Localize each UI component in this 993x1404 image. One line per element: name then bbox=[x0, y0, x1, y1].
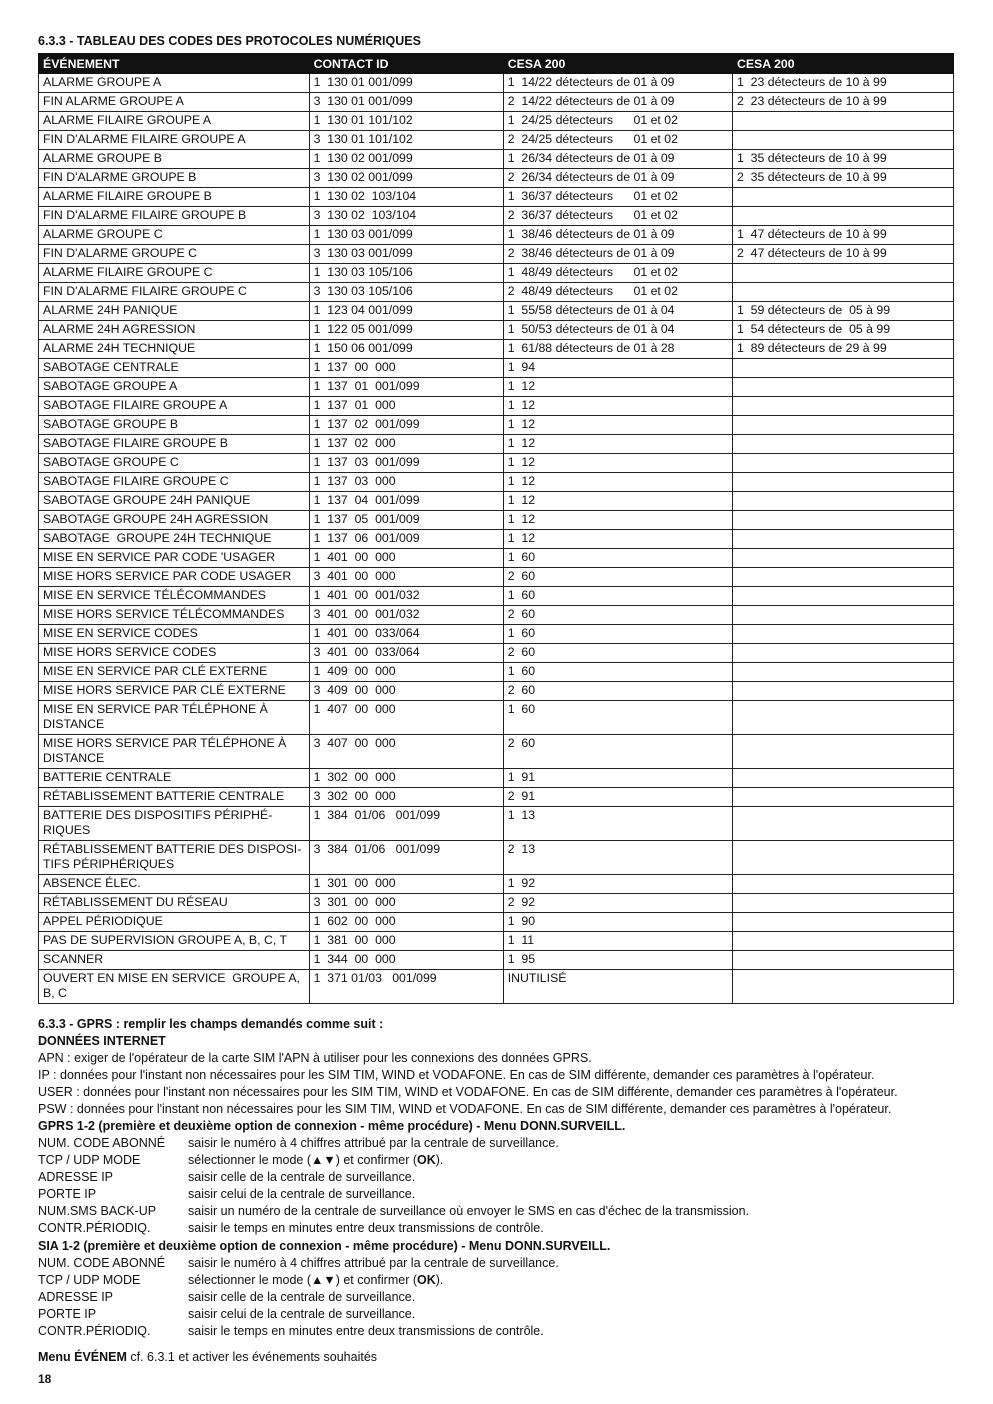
cesa-200-b-cell bbox=[732, 951, 953, 970]
event-cell: MISE HORS SERVICE PAR CLÉ EXTERNE bbox=[39, 682, 310, 701]
cesa-200-a-cell: 1 90 bbox=[503, 913, 732, 932]
cesa-200-a-cell: 1 38/46 détecteurs de 01 à 09 bbox=[503, 226, 732, 245]
event-cell: SABOTAGE GROUPE B bbox=[39, 416, 310, 435]
table-row bbox=[39, 807, 954, 841]
table-row bbox=[39, 264, 954, 283]
gprs-line: USER : données pour l'instant non nécessaires pour les SIM TIM, WIND et VODAFONE. En cas de SIM différente, demander ces paramètres à l'opérateur. bbox=[38, 1085, 898, 1099]
contact-id-cell: 1 407 00 000 bbox=[309, 701, 503, 735]
cesa-200-a-cell: 1 60 bbox=[503, 663, 732, 682]
cesa-200-b-cell bbox=[732, 568, 953, 587]
page-number: 18 bbox=[38, 1372, 52, 1386]
column-header-cesa-200-a: CESA 200 bbox=[503, 54, 732, 74]
table-row bbox=[39, 131, 954, 150]
cesa-200-a-cell: 1 50/53 détecteurs de 01 à 04 bbox=[503, 321, 732, 340]
sia12-list bbox=[38, 1255, 955, 1340]
table-title: 6.3.3 - TABLEAU DES CODES DES PROTOCOLES NUMÉRIQUES bbox=[38, 34, 421, 48]
table-row bbox=[39, 416, 954, 435]
event-cell: SABOTAGE GROUPE 24H PANIQUE bbox=[39, 492, 310, 511]
cesa-200-a-cell: 2 60 bbox=[503, 568, 732, 587]
cesa-200-b-cell bbox=[732, 359, 953, 378]
cesa-200-a-cell: 2 14/22 détecteurs de 01 à 09 bbox=[503, 93, 732, 112]
cesa-200-b-cell bbox=[732, 530, 953, 549]
cesa-200-a-cell: 1 91 bbox=[503, 769, 732, 788]
event-cell: OUVERT EN MISE EN SERVICE GROUPE A, B, C bbox=[39, 970, 310, 1004]
event-cell: SABOTAGE FILAIRE GROUPE C bbox=[39, 473, 310, 492]
setting-row bbox=[38, 1272, 955, 1289]
setting-key: ADRESSE IP bbox=[38, 1170, 114, 1184]
menu-evenem-text: cf. 6.3.1 et activer les événements souhaités bbox=[126, 1350, 378, 1364]
table-row bbox=[39, 894, 954, 913]
cesa-200-a-cell: 2 60 bbox=[503, 606, 732, 625]
cesa-200-a-cell: 1 12 bbox=[503, 530, 732, 549]
cesa-200-b-cell bbox=[732, 625, 953, 644]
cesa-200-a-cell: 2 48/49 détecteurs 01 et 02 bbox=[503, 283, 732, 302]
event-cell: ALARME FILAIRE GROUPE A bbox=[39, 112, 310, 131]
contact-id-cell: 1 122 05 001/099 bbox=[309, 321, 503, 340]
contact-id-cell: 1 123 04 001/099 bbox=[309, 302, 503, 321]
table-row bbox=[39, 188, 954, 207]
document-page bbox=[38, 34, 955, 1364]
table-row bbox=[39, 283, 954, 302]
event-cell: MISE EN SERVICE PAR CLÉ EXTERNE bbox=[39, 663, 310, 682]
setting-row bbox=[38, 1255, 955, 1272]
table-row bbox=[39, 841, 954, 875]
setting-key: TCP / UDP MODE bbox=[38, 1273, 141, 1287]
table-row bbox=[39, 587, 954, 606]
table-row bbox=[39, 112, 954, 131]
cesa-200-b-cell bbox=[732, 913, 953, 932]
cesa-200-a-cell: 2 36/37 détecteurs 01 et 02 bbox=[503, 207, 732, 226]
cesa-200-b-cell bbox=[732, 788, 953, 807]
cesa-200-a-cell: 1 12 bbox=[503, 492, 732, 511]
gprs-line: PSW : données pour l'instant non nécessaires pour les SIM TIM, WIND et VODAFONE. En cas de SIM différente, demander ces paramètres à l'opérateur. bbox=[38, 1102, 892, 1116]
setting-key: NUM.SMS BACK-UP bbox=[38, 1204, 157, 1218]
event-cell: SABOTAGE GROUPE A bbox=[39, 378, 310, 397]
cesa-200-a-cell: 1 13 bbox=[503, 807, 732, 841]
cesa-200-b-cell bbox=[732, 735, 953, 769]
table-row bbox=[39, 169, 954, 188]
setting-description: saisir celui de la centrale de surveillance. bbox=[188, 1187, 416, 1201]
cesa-200-a-cell: 2 60 bbox=[503, 735, 732, 769]
cesa-200-b-cell: 1 23 détecteurs de 10 à 99 bbox=[732, 74, 953, 93]
cesa-200-a-cell: 1 11 bbox=[503, 932, 732, 951]
event-cell: ALARME 24H PANIQUE bbox=[39, 302, 310, 321]
cesa-200-b-cell bbox=[732, 207, 953, 226]
protocol-codes-table bbox=[38, 53, 954, 1004]
cesa-200-a-cell: 1 14/22 détecteurs de 01 à 09 bbox=[503, 74, 732, 93]
table-row bbox=[39, 226, 954, 245]
contact-id-cell: 1 150 06 001/099 bbox=[309, 340, 503, 359]
event-cell: SABOTAGE GROUPE 24H AGRESSION bbox=[39, 511, 310, 530]
setting-description: sélectionner le mode (▲▼) et confirmer (OK). bbox=[188, 1273, 444, 1287]
table-row bbox=[39, 492, 954, 511]
cesa-200-a-cell: 1 12 bbox=[503, 416, 732, 435]
table-row bbox=[39, 150, 954, 169]
contact-id-cell: 1 130 02 001/099 bbox=[309, 150, 503, 169]
cesa-200-b-cell: 1 59 détecteurs de 05 à 99 bbox=[732, 302, 953, 321]
cesa-200-a-cell: 1 12 bbox=[503, 435, 732, 454]
table-row bbox=[39, 549, 954, 568]
event-cell: MISE EN SERVICE TÉLÉCOMMANDES bbox=[39, 587, 310, 606]
contact-id-cell: 1 137 01 000 bbox=[309, 397, 503, 416]
setting-description: saisir le temps en minutes entre deux transmissions de contrôle. bbox=[188, 1324, 544, 1338]
gprs12-title: GPRS 1-2 (première et deuxième option de connexion - même procédure) - Menu DONN.SURVEILL. bbox=[38, 1119, 626, 1133]
event-cell: BATTERIE DES DISPOSITIFS PÉRIPHÉ-RIQUES bbox=[39, 807, 310, 841]
event-cell: SABOTAGE FILAIRE GROUPE B bbox=[39, 435, 310, 454]
setting-key: NUM. CODE ABONNÉ bbox=[38, 1256, 166, 1270]
event-cell: SABOTAGE GROUPE 24H TECHNIQUE bbox=[39, 530, 310, 549]
event-cell: MISE HORS SERVICE CODES bbox=[39, 644, 310, 663]
event-cell: ALARME 24H TECHNIQUE bbox=[39, 340, 310, 359]
cesa-200-a-cell: 2 24/25 détecteurs 01 et 02 bbox=[503, 131, 732, 150]
contact-id-cell: 3 409 00 000 bbox=[309, 682, 503, 701]
cesa-200-a-cell: 1 36/37 détecteurs 01 et 02 bbox=[503, 188, 732, 207]
menu-evenem-label: Menu ÉVÉNEM bbox=[38, 1350, 127, 1364]
gprs-subtitle: DONNÉES INTERNET bbox=[38, 1034, 166, 1048]
table-row bbox=[39, 397, 954, 416]
cesa-200-a-cell: 1 61/88 détecteurs de 01 à 28 bbox=[503, 340, 732, 359]
contact-id-cell: 1 302 00 000 bbox=[309, 769, 503, 788]
contact-id-cell: 1 137 05 001/009 bbox=[309, 511, 503, 530]
gprs-line: IP : données pour l'instant non nécessaires pour les SIM TIM, WIND et VODAFONE. En cas de SIM différente, demander ces paramètres à l'opérateur. bbox=[38, 1068, 875, 1082]
event-cell: FIN D'ALARME FILAIRE GROUPE C bbox=[39, 283, 310, 302]
table-row bbox=[39, 340, 954, 359]
cesa-200-a-cell: INUTILISÉ bbox=[503, 970, 732, 1004]
table-row bbox=[39, 913, 954, 932]
column-header-cesa-200-b: CESA 200 bbox=[732, 54, 953, 74]
cesa-200-a-cell: 1 60 bbox=[503, 701, 732, 735]
cesa-200-b-cell bbox=[732, 492, 953, 511]
event-cell: MISE HORS SERVICE TÉLÉCOMMANDES bbox=[39, 606, 310, 625]
event-cell: SABOTAGE GROUPE C bbox=[39, 454, 310, 473]
contact-id-cell: 1 371 01/03 001/099 bbox=[309, 970, 503, 1004]
contact-id-cell: 3 130 03 105/106 bbox=[309, 283, 503, 302]
contact-id-cell: 1 401 00 001/032 bbox=[309, 587, 503, 606]
cesa-200-b-cell bbox=[732, 435, 953, 454]
cesa-200-a-cell: 1 60 bbox=[503, 549, 732, 568]
event-cell: BATTERIE CENTRALE bbox=[39, 769, 310, 788]
gprs-line: APN : exiger de l'opérateur de la carte SIM l'APN à utiliser pour les connexions des données GPRS. bbox=[38, 1051, 592, 1065]
table-row bbox=[39, 435, 954, 454]
contact-id-cell: 3 384 01/06 001/099 bbox=[309, 841, 503, 875]
gprs12-list bbox=[38, 1135, 955, 1237]
contact-id-cell: 1 344 00 000 bbox=[309, 951, 503, 970]
contact-id-cell: 1 381 00 000 bbox=[309, 932, 503, 951]
contact-id-cell: 1 137 02 001/099 bbox=[309, 416, 503, 435]
setting-row bbox=[38, 1169, 955, 1186]
event-cell: FIN D'ALARME GROUPE C bbox=[39, 245, 310, 264]
sia12-title: SIA 1-2 (première et deuxième option de connexion - même procédure) - Menu DONN.SURVEILL. bbox=[38, 1239, 611, 1253]
cesa-200-b-cell bbox=[732, 807, 953, 841]
contact-id-cell: 3 301 00 000 bbox=[309, 894, 503, 913]
contact-id-cell: 3 401 00 001/032 bbox=[309, 606, 503, 625]
column-header-event: ÉVÉNEMENT bbox=[39, 54, 310, 74]
setting-description: saisir un numéro de la centrale de surveillance où envoyer le SMS en cas d'échec de la transmission. bbox=[188, 1204, 750, 1218]
menu-evenem-line bbox=[38, 1350, 955, 1364]
table-row bbox=[39, 530, 954, 549]
contact-id-cell: 3 401 00 033/064 bbox=[309, 644, 503, 663]
contact-id-cell: 1 137 03 001/099 bbox=[309, 454, 503, 473]
contact-id-cell: 1 401 00 000 bbox=[309, 549, 503, 568]
event-cell: ALARME FILAIRE GROUPE B bbox=[39, 188, 310, 207]
cesa-200-b-cell bbox=[732, 682, 953, 701]
column-header-contact-id: CONTACT ID bbox=[309, 54, 503, 74]
cesa-200-a-cell: 2 92 bbox=[503, 894, 732, 913]
contact-id-cell: 1 384 01/06 001/099 bbox=[309, 807, 503, 841]
contact-id-cell: 1 130 01 001/099 bbox=[309, 74, 503, 93]
setting-key: TCP / UDP MODE bbox=[38, 1153, 141, 1167]
contact-id-cell: 3 407 00 000 bbox=[309, 735, 503, 769]
setting-row bbox=[38, 1306, 955, 1323]
table-header-row bbox=[39, 54, 954, 74]
setting-row bbox=[38, 1289, 955, 1306]
setting-row bbox=[38, 1152, 955, 1169]
setting-description: saisir le temps en minutes entre deux transmissions de contrôle. bbox=[188, 1221, 544, 1235]
cesa-200-a-cell: 1 12 bbox=[503, 511, 732, 530]
cesa-200-b-cell bbox=[732, 841, 953, 875]
cesa-200-a-cell: 2 38/46 détecteurs de 01 à 09 bbox=[503, 245, 732, 264]
table-row bbox=[39, 970, 954, 1004]
contact-id-cell: 1 137 00 000 bbox=[309, 359, 503, 378]
cesa-200-a-cell: 1 60 bbox=[503, 587, 732, 606]
contact-id-cell: 1 130 02 103/104 bbox=[309, 188, 503, 207]
cesa-200-b-cell bbox=[732, 264, 953, 283]
cesa-200-a-cell: 2 13 bbox=[503, 841, 732, 875]
table-row bbox=[39, 454, 954, 473]
event-cell: MISE HORS SERVICE PAR TÉLÉPHONE À DISTANCE bbox=[39, 735, 310, 769]
table-row bbox=[39, 74, 954, 93]
cesa-200-a-cell: 2 91 bbox=[503, 788, 732, 807]
setting-key: NUM. CODE ABONNÉ bbox=[38, 1136, 166, 1150]
cesa-200-a-cell: 1 12 bbox=[503, 454, 732, 473]
event-cell: MISE EN SERVICE CODES bbox=[39, 625, 310, 644]
table-row bbox=[39, 207, 954, 226]
cesa-200-b-cell: 1 35 détecteurs de 10 à 99 bbox=[732, 150, 953, 169]
contact-id-cell: 3 130 02 103/104 bbox=[309, 207, 503, 226]
cesa-200-b-cell bbox=[732, 644, 953, 663]
table-row bbox=[39, 769, 954, 788]
table-row bbox=[39, 378, 954, 397]
event-cell: MISE EN SERVICE PAR TÉLÉPHONE À DISTANCE bbox=[39, 701, 310, 735]
event-cell: SCANNER bbox=[39, 951, 310, 970]
cesa-200-b-cell bbox=[732, 663, 953, 682]
contact-id-cell: 1 130 03 105/106 bbox=[309, 264, 503, 283]
contact-id-cell: 3 130 01 101/102 bbox=[309, 131, 503, 150]
event-cell: FIN D'ALARME FILAIRE GROUPE A bbox=[39, 131, 310, 150]
event-cell: APPEL PÉRIODIQUE bbox=[39, 913, 310, 932]
contact-id-cell: 1 602 00 000 bbox=[309, 913, 503, 932]
event-cell: RÉTABLISSEMENT DU RÉSEAU bbox=[39, 894, 310, 913]
cesa-200-b-cell bbox=[732, 875, 953, 894]
event-cell: ABSENCE ÉLEC. bbox=[39, 875, 310, 894]
setting-description: saisir le numéro à 4 chiffres attribué par la centrale de surveillance. bbox=[188, 1136, 559, 1150]
table-row bbox=[39, 473, 954, 492]
cesa-200-a-cell: 1 26/34 détecteurs de 01 à 09 bbox=[503, 150, 732, 169]
contact-id-cell: 1 137 06 001/009 bbox=[309, 530, 503, 549]
cesa-200-b-cell: 1 89 détecteurs de 29 à 99 bbox=[732, 340, 953, 359]
gprs-title: 6.3.3 - GPRS : remplir les champs demandés comme suit : bbox=[38, 1017, 384, 1031]
setting-row bbox=[38, 1203, 955, 1220]
cesa-200-b-cell bbox=[732, 283, 953, 302]
cesa-200-b-cell bbox=[732, 701, 953, 735]
cesa-200-b-cell: 2 23 détecteurs de 10 à 99 bbox=[732, 93, 953, 112]
event-cell: MISE EN SERVICE PAR CODE 'USAGER bbox=[39, 549, 310, 568]
cesa-200-b-cell bbox=[732, 378, 953, 397]
cesa-200-a-cell: 2 60 bbox=[503, 644, 732, 663]
cesa-200-b-cell: 1 47 détecteurs de 10 à 99 bbox=[732, 226, 953, 245]
cesa-200-a-cell: 1 12 bbox=[503, 378, 732, 397]
table-row bbox=[39, 321, 954, 340]
contact-id-cell: 1 137 04 001/099 bbox=[309, 492, 503, 511]
table-row bbox=[39, 302, 954, 321]
table-row bbox=[39, 245, 954, 264]
setting-description: sélectionner le mode (▲▼) et confirmer (OK). bbox=[188, 1153, 444, 1167]
setting-key: PORTE IP bbox=[38, 1307, 97, 1321]
event-cell: SABOTAGE CENTRALE bbox=[39, 359, 310, 378]
contact-id-cell: 3 130 02 001/099 bbox=[309, 169, 503, 188]
cesa-200-b-cell: 2 35 détecteurs de 10 à 99 bbox=[732, 169, 953, 188]
setting-row bbox=[38, 1323, 955, 1340]
table-row bbox=[39, 625, 954, 644]
contact-id-cell: 3 302 00 000 bbox=[309, 788, 503, 807]
cesa-200-a-cell: 2 60 bbox=[503, 682, 732, 701]
table-row bbox=[39, 93, 954, 112]
setting-key: CONTR.PÉRIODIQ. bbox=[38, 1324, 151, 1338]
event-cell: FIN D'ALARME FILAIRE GROUPE B bbox=[39, 207, 310, 226]
event-cell: ALARME GROUPE B bbox=[39, 150, 310, 169]
table-body bbox=[39, 74, 954, 1004]
event-cell: ALARME GROUPE A bbox=[39, 74, 310, 93]
cesa-200-b-cell bbox=[732, 397, 953, 416]
table-row bbox=[39, 701, 954, 735]
cesa-200-b-cell bbox=[732, 549, 953, 568]
cesa-200-b-cell bbox=[732, 454, 953, 473]
event-cell: SABOTAGE FILAIRE GROUPE A bbox=[39, 397, 310, 416]
event-cell: RÉTABLISSEMENT BATTERIE CENTRALE bbox=[39, 788, 310, 807]
event-cell: MISE HORS SERVICE PAR CODE USAGER bbox=[39, 568, 310, 587]
event-cell: FIN D'ALARME GROUPE B bbox=[39, 169, 310, 188]
setting-key: ADRESSE IP bbox=[38, 1290, 114, 1304]
table-row bbox=[39, 568, 954, 587]
contact-id-cell: 1 401 00 033/064 bbox=[309, 625, 503, 644]
cesa-200-b-cell: 1 54 détecteurs de 05 à 99 bbox=[732, 321, 953, 340]
cesa-200-b-cell bbox=[732, 131, 953, 150]
event-cell: FIN ALARME GROUPE A bbox=[39, 93, 310, 112]
table-row bbox=[39, 511, 954, 530]
table-row bbox=[39, 951, 954, 970]
setting-row bbox=[38, 1135, 955, 1152]
table-row bbox=[39, 359, 954, 378]
cesa-200-b-cell bbox=[732, 188, 953, 207]
contact-id-cell: 1 130 01 101/102 bbox=[309, 112, 503, 131]
contact-id-cell: 3 130 03 001/099 bbox=[309, 245, 503, 264]
cesa-200-a-cell: 1 48/49 détecteurs 01 et 02 bbox=[503, 264, 732, 283]
cesa-200-a-cell: 1 92 bbox=[503, 875, 732, 894]
table-row bbox=[39, 932, 954, 951]
cesa-200-b-cell bbox=[732, 769, 953, 788]
cesa-200-b-cell bbox=[732, 416, 953, 435]
cesa-200-a-cell: 1 55/58 détecteurs de 01 à 04 bbox=[503, 302, 732, 321]
cesa-200-a-cell: 1 60 bbox=[503, 625, 732, 644]
cesa-200-b-cell: 2 47 détecteurs de 10 à 99 bbox=[732, 245, 953, 264]
contact-id-cell: 1 137 02 000 bbox=[309, 435, 503, 454]
setting-description: saisir celui de la centrale de surveillance. bbox=[188, 1307, 416, 1321]
cesa-200-b-cell bbox=[732, 970, 953, 1004]
setting-description: saisir celle de la centrale de surveillance. bbox=[188, 1290, 416, 1304]
contact-id-cell: 3 401 00 000 bbox=[309, 568, 503, 587]
table-row bbox=[39, 682, 954, 701]
cesa-200-b-cell bbox=[732, 606, 953, 625]
cesa-200-b-cell bbox=[732, 932, 953, 951]
contact-id-cell: 1 301 00 000 bbox=[309, 875, 503, 894]
cesa-200-a-cell: 1 12 bbox=[503, 397, 732, 416]
event-cell: ALARME 24H AGRESSION bbox=[39, 321, 310, 340]
gprs-section bbox=[38, 1016, 955, 1340]
setting-row bbox=[38, 1186, 955, 1203]
setting-key: CONTR.PÉRIODIQ. bbox=[38, 1221, 151, 1235]
cesa-200-b-cell bbox=[732, 112, 953, 131]
event-cell: ALARME FILAIRE GROUPE C bbox=[39, 264, 310, 283]
cesa-200-b-cell bbox=[732, 473, 953, 492]
cesa-200-a-cell: 1 12 bbox=[503, 473, 732, 492]
table-row bbox=[39, 735, 954, 769]
contact-id-cell: 3 130 01 001/099 bbox=[309, 93, 503, 112]
contact-id-cell: 1 130 03 001/099 bbox=[309, 226, 503, 245]
contact-id-cell: 1 137 03 000 bbox=[309, 473, 503, 492]
cesa-200-a-cell: 2 26/34 détecteurs de 01 à 09 bbox=[503, 169, 732, 188]
cesa-200-b-cell bbox=[732, 894, 953, 913]
event-cell: RÉTABLISSEMENT BATTERIE DES DISPOSI-TIFS PÉRIPHÉRIQUES bbox=[39, 841, 310, 875]
event-cell: ALARME GROUPE C bbox=[39, 226, 310, 245]
contact-id-cell: 1 409 00 000 bbox=[309, 663, 503, 682]
setting-key: PORTE IP bbox=[38, 1187, 97, 1201]
table-row bbox=[39, 663, 954, 682]
cesa-200-b-cell bbox=[732, 511, 953, 530]
table-row bbox=[39, 644, 954, 663]
cesa-200-a-cell: 1 95 bbox=[503, 951, 732, 970]
event-cell: PAS DE SUPERVISION GROUPE A, B, C, T bbox=[39, 932, 310, 951]
cesa-200-a-cell: 1 24/25 détecteurs 01 et 02 bbox=[503, 112, 732, 131]
table-row bbox=[39, 606, 954, 625]
table-row bbox=[39, 788, 954, 807]
setting-description: saisir le numéro à 4 chiffres attribué par la centrale de surveillance. bbox=[188, 1256, 559, 1270]
cesa-200-b-cell bbox=[732, 587, 953, 606]
contact-id-cell: 1 137 01 001/099 bbox=[309, 378, 503, 397]
setting-row bbox=[38, 1220, 955, 1237]
setting-description: saisir celle de la centrale de surveillance. bbox=[188, 1170, 416, 1184]
table-row bbox=[39, 875, 954, 894]
cesa-200-a-cell: 1 94 bbox=[503, 359, 732, 378]
